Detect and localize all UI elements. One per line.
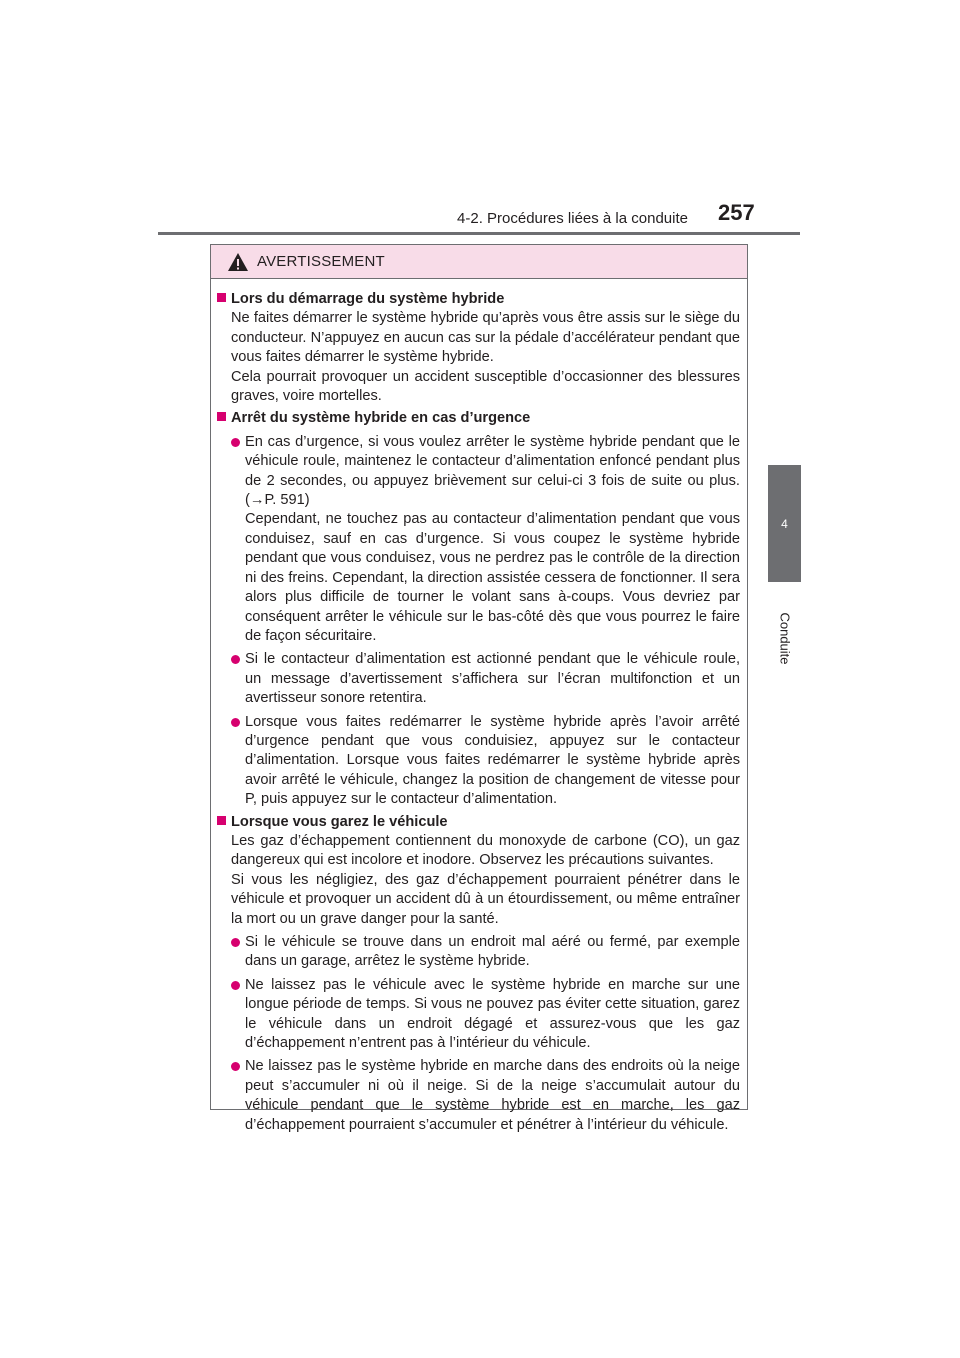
chapter-label-container (770, 588, 800, 688)
bullet-item (217, 1057, 740, 1135)
warning-title: AVERTISSEMENT (257, 253, 385, 270)
section-heading-text: Lors du démarrage du système hybride (231, 291, 505, 307)
chapter-number: 4 (781, 516, 788, 531)
bullet-item (217, 713, 740, 810)
chapter-tab (768, 465, 801, 582)
section-heading (217, 409, 740, 428)
section-heading (217, 813, 740, 832)
circle-bullet-icon (231, 438, 240, 447)
bullet-text: En cas d’urgence, si vous voulez arrêter le système hybride pendant que le véhicule roule, maintenez le contacteur d’alimentation enfoncé pendant plus de 2 secondes, ou appuyez brièvement sur celui-ci 3 fois de suite ou plus. (→P. 591) (245, 433, 740, 509)
warning-triangle-icon (227, 252, 249, 272)
chapter-label: Conduite (777, 611, 793, 665)
bullet-text: Cependant, ne touchez pas au contacteur d’alimentation pendant que vous conduisez, sauf en cas d’urgence. Si vous coupez le système hybride pendant que vous conduisez, vous ne perdrez pas le contrôle de la direction ni des freins. Cependant, la direction assistée cessera de fonctionner. Il sera alors plus difficile de tourner le volant sans à-coups. Vous devriez par conséquent arrêter le véhicule sur le bas-côté dès que vous pourrez le faire de façon sécuritaire. (245, 511, 740, 644)
bullet-item (217, 433, 740, 646)
section-heading (217, 290, 740, 309)
square-bullet-icon (217, 412, 226, 421)
section-paragraph: Cela pourrait provoquer un accident susceptible d’occasionner des blessures graves, voire mortelles. (231, 368, 740, 405)
circle-bullet-icon (231, 981, 240, 990)
square-bullet-icon (217, 816, 226, 825)
bullet-text: Ne laissez pas le véhicule avec le système hybride en marche sur une longue période de temps. Si vous ne pouvez pas éviter cette situation, garez le véhicule dans un endroit dégagé et assurez-vous que les gaz d’échappement n’entrent pas à l’intérieur du véhicule. (245, 976, 740, 1052)
section-paragraph: Les gaz d’échappement contiennent du monoxyde de carbone (CO), un gaz dangereux qui est incolore et inodore. Observez les précautions suivantes. (231, 832, 740, 869)
circle-bullet-icon (231, 655, 240, 664)
header-divider (158, 232, 800, 235)
warning-header (211, 245, 747, 279)
section-paragraph: Si vous les négligiez, des gaz d’échappement pourraient pénétrer dans le véhicule et provoquer un accident dû à un étourdissement, ou même entraîner la mort ou un grave danger pour la santé. (231, 871, 740, 927)
bullet-item (217, 650, 740, 708)
warning-body (211, 279, 747, 1135)
page-header (0, 0, 960, 240)
section-heading-text: Lorsque vous garez le véhicule (231, 813, 448, 830)
bullet-text: Si le contacteur d’alimentation est actionné pendant que le véhicule roule, un message d’avertissement s’affichera sur l’écran multifonction et un avertisseur sonore retentira. (245, 651, 740, 707)
bullet-text: Si le véhicule se trouve dans un endroit mal aéré ou fermé, par exemple dans un garage, arrêtez le système hybride. (245, 934, 740, 970)
circle-bullet-icon (231, 1062, 240, 1071)
bullet-item (217, 933, 740, 972)
square-bullet-icon (217, 293, 226, 302)
section-heading-text: Arrêt du système hybride en cas d’urgence (231, 410, 531, 427)
warning-section (217, 409, 740, 809)
warning-section (217, 290, 740, 406)
section-title: 4-2. Procédures liées à la conduite (457, 210, 688, 227)
warning-box (210, 244, 748, 1133)
page-number: 257 (718, 200, 755, 225)
circle-bullet-icon (231, 938, 240, 947)
section-paragraph: Ne faites démarrer le système hybride qu’après vous être assis sur le siège du conducteur. N’appuyez en aucun cas sur la pédale d’accélérateur pendant que vous faites démarrer le système hybride. (231, 310, 740, 366)
bullet-item (217, 976, 740, 1054)
circle-bullet-icon (231, 718, 240, 727)
bullet-text: Lorsque vous faites redémarrer le système hybride après l’avoir arrêté d’urgence pendant que vous conduisiez, appuyez sur le contacteur d’alimentation. Lorsque vous faites redémarrer le système hybride après avoir arrêté le véhicule, changez la position de changement de vitesse pour P, puis appuyez sur le contacteur d’alimentation. (245, 713, 740, 808)
bullet-text: Ne laissez pas le système hybride en marche dans des endroits où la neige peut s’accumuler ni où il neige. Si de la neige s’accumulait autour du véhicule pendant que le système hybride est en marche, les gaz d’échappement pourraient s’accumuler et pénétrer à l’intérieur du véhicule. (245, 1058, 740, 1133)
warning-section (217, 813, 740, 1136)
